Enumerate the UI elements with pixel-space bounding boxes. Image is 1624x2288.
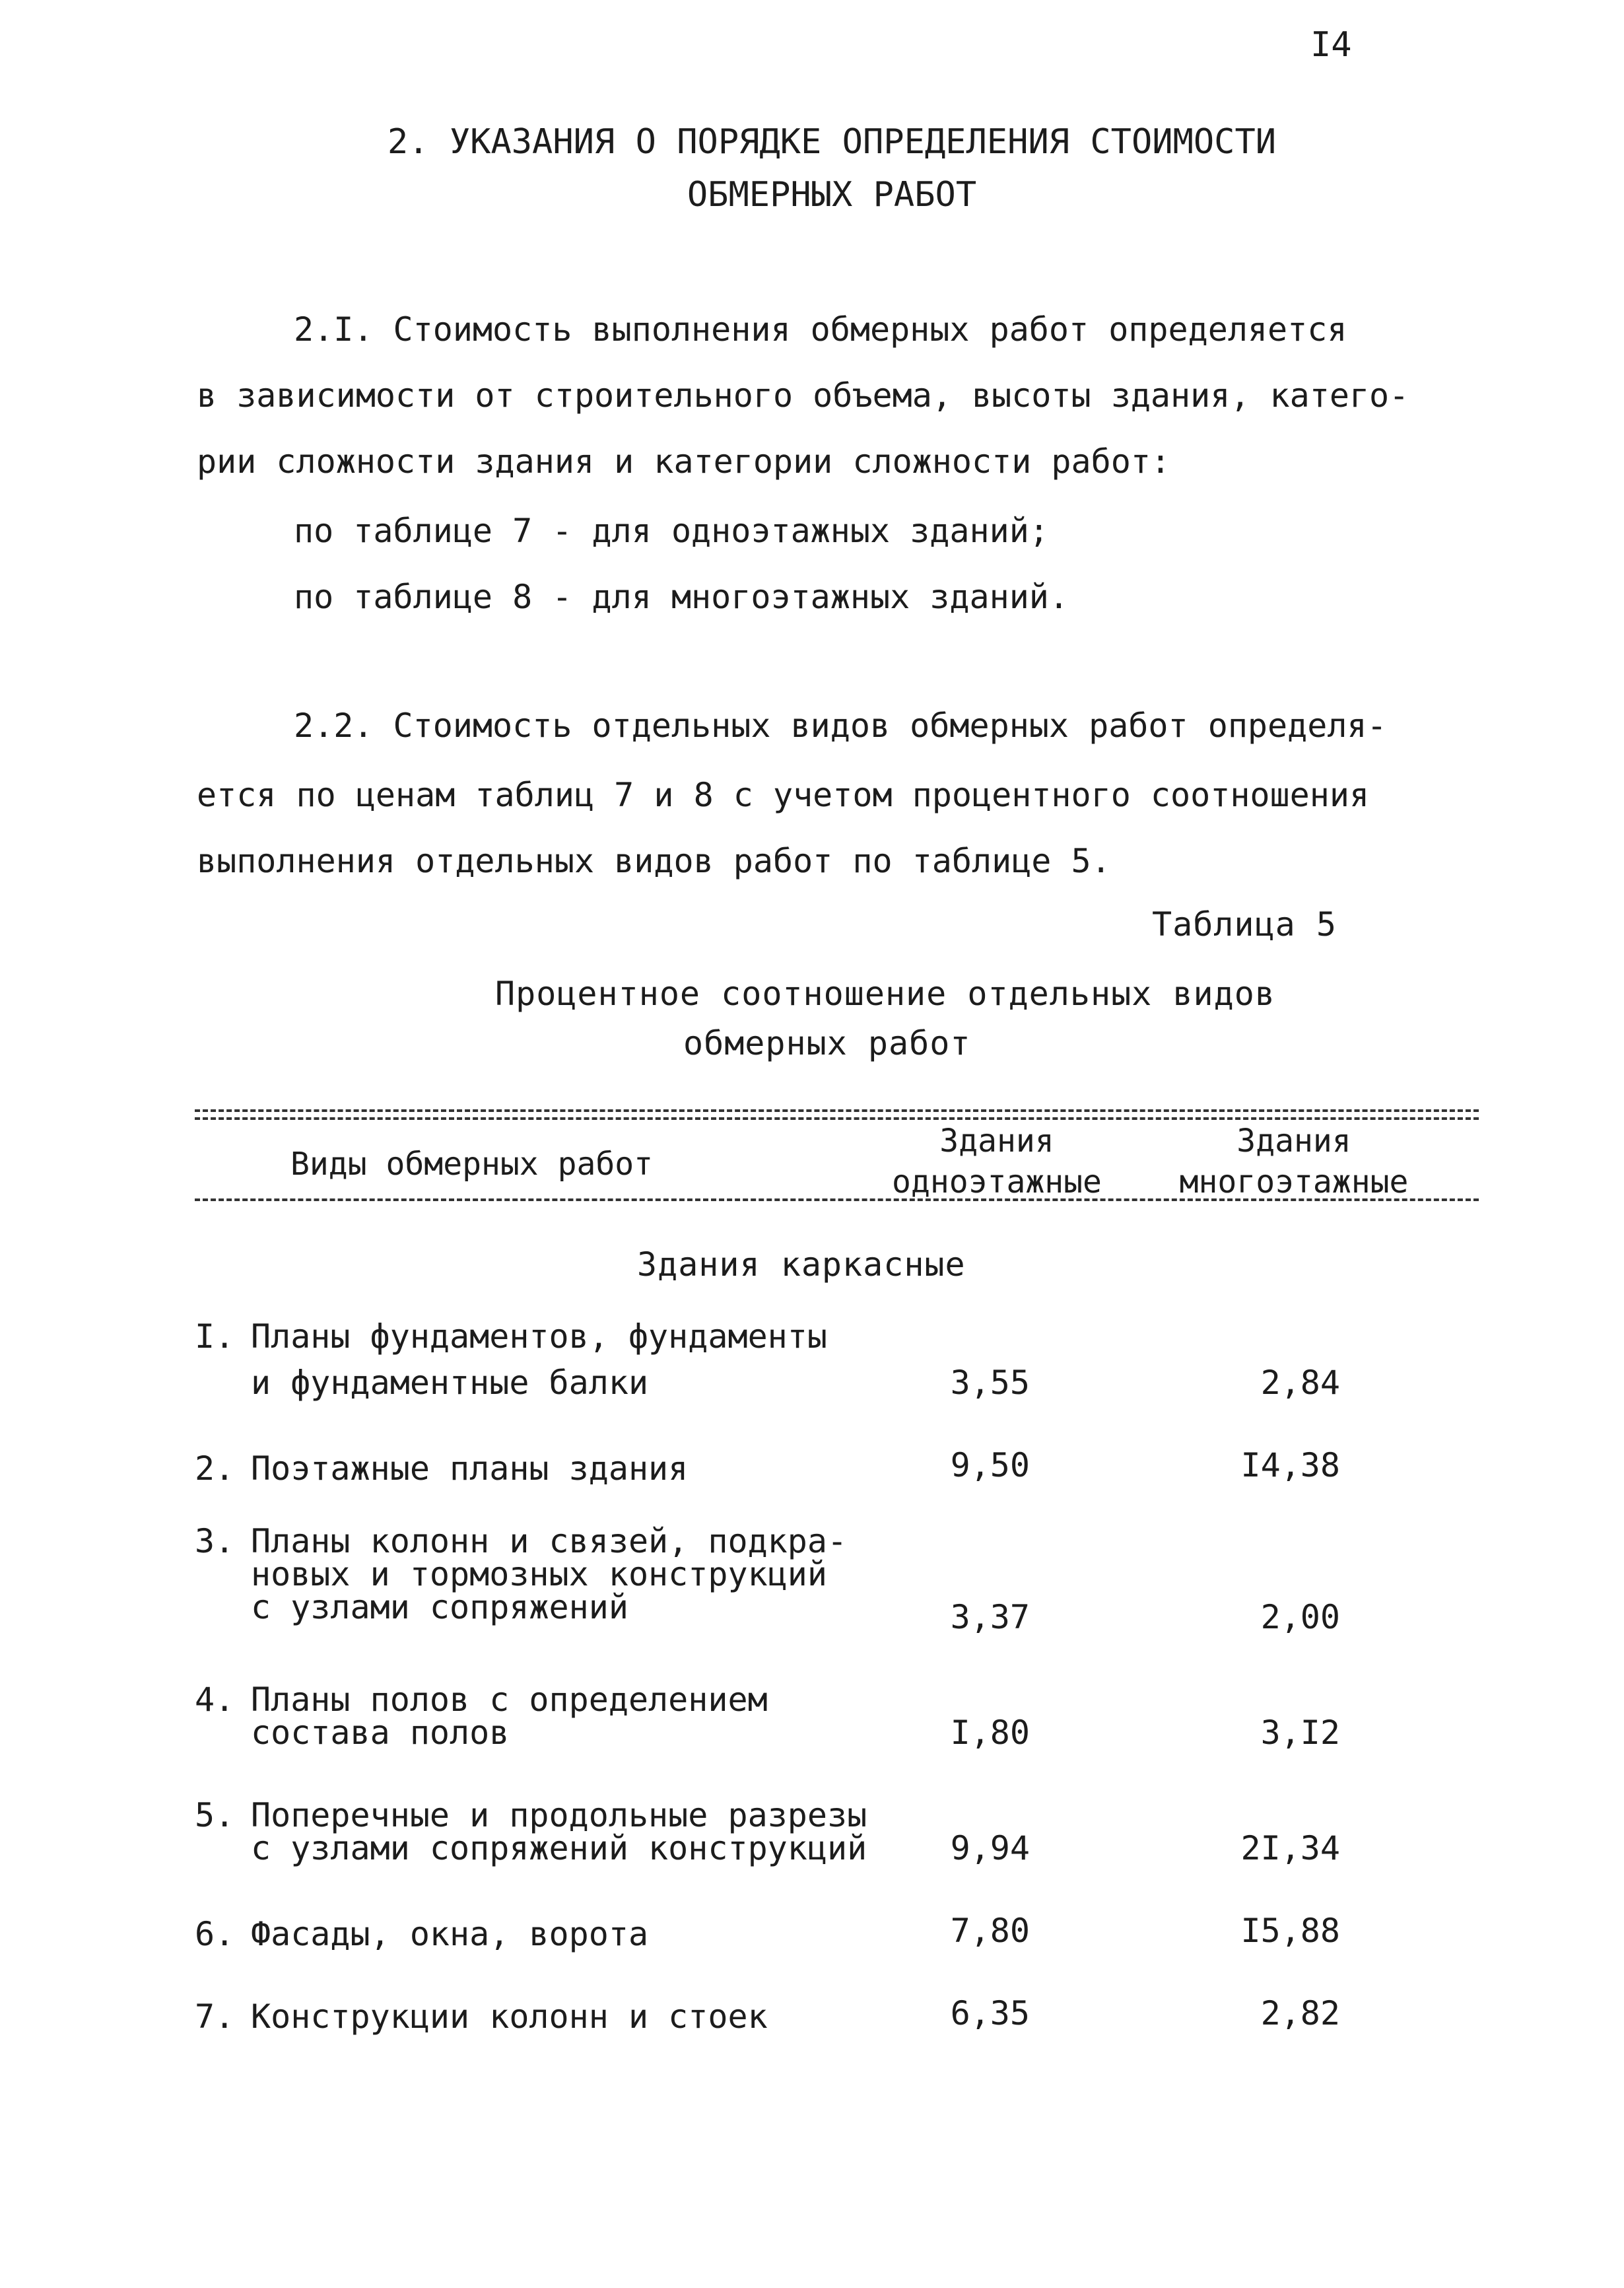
row-number: I. [195,1317,235,1356]
column-header-one-storey-line1: Здания [939,1123,1054,1160]
value-one-storey: 7,80 [950,1912,1030,1950]
row-text-line: Планы колонн и связей, подкра- [251,1522,848,1560]
value-one-storey: 3,37 [950,1598,1030,1636]
value-one-storey: 6,35 [950,1994,1030,2032]
table-top-rule-2 [195,1117,1479,1120]
row-text-line: с узлами сопряжений конструкций [251,1829,867,1867]
value-multi-storey: I4,38 [1240,1446,1340,1484]
value-one-storey: 9,94 [950,1829,1030,1867]
row-text-line: и фундаментные балки [251,1364,649,1402]
row-text-line: Конструкции колонн и стоек [251,1997,768,2036]
table-label: Таблица 5 [1152,905,1337,944]
paragraph-line: ется по ценам таблиц 7 и 8 с учетом процентного соотношения [197,776,1370,814]
row-number: 3. [195,1522,235,1560]
table-header-rule [195,1198,1479,1201]
paragraph-line: по таблице 8 - для многоэтажных зданий. [294,578,1069,616]
value-one-storey: 9,50 [950,1446,1030,1484]
paragraph-line: в зависимости от строительного объема, высоты здания, катего- [197,376,1409,415]
paragraph-line: 2.2. Стоимость отдельных видов обмерных работ определя- [294,707,1387,745]
column-header-work-type: Виды обмерных работ [290,1146,654,1183]
row-text-line: Поэтажные планы здания [251,1449,689,1488]
value-multi-storey: I5,88 [1240,1912,1340,1950]
value-multi-storey: 2I,34 [1240,1829,1340,1867]
section-heading-line2: ОБМЕРНЫХ РАБОТ [687,175,977,215]
table-group-title: Здания каркасные [637,1245,966,1284]
row-text-line: новых и тормозных конструкций [251,1555,827,1593]
paragraph-line: 2.I. Стоимость выполнения обмерных работ определяется [294,310,1347,349]
paragraph-line: выполнения отдельных видов работ по таблице 5. [197,842,1111,880]
paragraph-line: рии сложности здания и категории сложности работ: [197,442,1171,481]
table-title-line1: Процентное соотношение отдельных видов [495,975,1275,1013]
page-number: I4 [1310,25,1352,65]
column-header-multi-storey-line1: Здания [1236,1123,1351,1160]
row-text-line: Планы полов с определением [251,1681,768,1719]
section-heading-line1: 2. УКАЗАНИЯ О ПОРЯДКЕ ОПРЕДЕЛЕНИЯ СТОИМОСТИ [387,122,1277,162]
value-multi-storey: 2,82 [1260,1994,1340,2032]
row-text-line: Планы фундаментов, фундаменты [251,1317,827,1356]
row-number: 6. [195,1915,235,1953]
row-text-line: состава полов [251,1714,510,1752]
column-header-one-storey-line2: одноэтажные [892,1163,1102,1200]
value-one-storey: 3,55 [950,1364,1030,1402]
row-text-line: с узлами сопряжений [251,1588,628,1626]
paragraph-line: по таблице 7 - для одноэтажных зданий; [294,512,1049,550]
value-one-storey: I,80 [950,1714,1030,1752]
table-top-rule [195,1109,1479,1112]
row-number: 4. [195,1681,235,1719]
value-multi-storey: 3,I2 [1260,1714,1340,1752]
row-text-line: Фасады, окна, ворота [251,1915,649,1953]
table-title-line2: обмерных работ [683,1024,971,1062]
row-text-line: Поперечные и продольные разрезы [251,1796,867,1834]
value-multi-storey: 2,00 [1260,1598,1340,1636]
row-number: 7. [195,1997,235,2036]
row-number: 2. [195,1449,235,1488]
value-multi-storey: 2,84 [1260,1364,1340,1402]
row-number: 5. [195,1796,235,1834]
column-header-multi-storey-line2: многоэтажные [1179,1163,1409,1200]
